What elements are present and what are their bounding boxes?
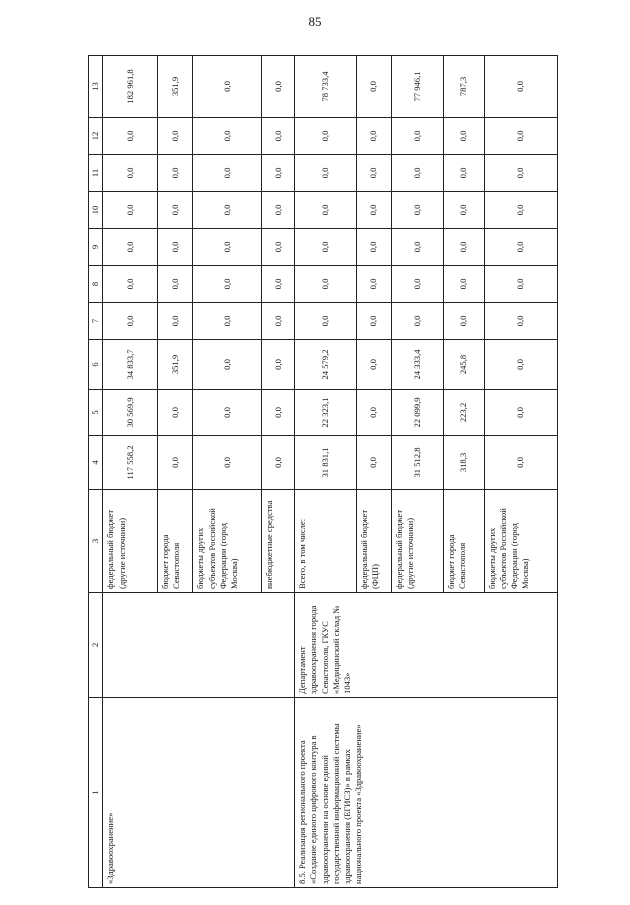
total-value-cell: 182 961,8: [103, 56, 157, 118]
value-cell: 0,0: [356, 155, 392, 192]
value-cell: 0,0: [157, 303, 193, 340]
value-cell: 0,0: [356, 436, 392, 490]
value-cell: 0,0: [193, 266, 262, 303]
value-cell: 351,9: [157, 340, 193, 390]
value-cell: 0,0: [262, 303, 295, 340]
value-cell: 0,0: [103, 229, 157, 266]
value-cell: 0,0: [484, 155, 557, 192]
value-cell: 0,0: [262, 118, 295, 155]
value-cell: 0,0: [193, 229, 262, 266]
value-cell: 0,0: [484, 303, 557, 340]
total-value-cell: 0,0: [193, 56, 262, 118]
value-cell: 0,0: [193, 436, 262, 490]
total-value-cell: 0,0: [356, 56, 392, 118]
value-cell: 22 099,9: [392, 390, 444, 436]
column-number-row: [89, 56, 103, 888]
value-cell: 0,0: [392, 118, 444, 155]
table-body: [103, 56, 558, 888]
total-value-cell: 78 733,4: [295, 56, 357, 118]
column-number: 3: [89, 490, 103, 593]
value-cell: 0,0: [484, 340, 557, 390]
total-value-cell: 787,3: [444, 56, 484, 118]
column-number: 5: [89, 390, 103, 436]
column-number: 4: [89, 436, 103, 490]
value-cell: 0,0: [157, 390, 193, 436]
value-cell: 0,0: [295, 303, 357, 340]
value-cell: 0,0: [103, 155, 157, 192]
value-cell: 24 579,2: [295, 340, 357, 390]
program-name-cell: «Здравоохранение»: [103, 698, 295, 888]
column-number: 11: [89, 155, 103, 192]
value-cell: 0,0: [295, 192, 357, 229]
value-cell: 0,0: [157, 192, 193, 229]
value-cell: 0,0: [484, 390, 557, 436]
value-cell: 0,0: [157, 436, 193, 490]
value-cell: 0,0: [356, 229, 392, 266]
column-number: 7: [89, 303, 103, 340]
value-cell: 0,0: [484, 118, 557, 155]
value-cell: 0,0: [157, 266, 193, 303]
funding-source-cell: бюджеты других субъектов Российской Федерации (город Москва): [193, 490, 262, 593]
column-number: 6: [89, 340, 103, 390]
value-cell: 0,0: [262, 390, 295, 436]
value-cell: 0,0: [444, 118, 484, 155]
value-cell: 0,0: [262, 229, 295, 266]
value-cell: 0,0: [193, 390, 262, 436]
value-cell: 0,0: [392, 155, 444, 192]
column-number: 13: [89, 56, 103, 118]
funding-source-cell: федеральный бюджет (другие источники): [392, 490, 444, 593]
value-cell: 0,0: [295, 155, 357, 192]
value-cell: 0,0: [392, 266, 444, 303]
value-cell: 0,0: [484, 192, 557, 229]
value-cell: 0,0: [103, 303, 157, 340]
value-cell: 0,0: [295, 229, 357, 266]
column-number: 9: [89, 229, 103, 266]
value-cell: 223,2: [444, 390, 484, 436]
value-cell: 0,0: [444, 266, 484, 303]
value-cell: 0,0: [356, 390, 392, 436]
value-cell: 0,0: [356, 118, 392, 155]
value-cell: 0,0: [157, 118, 193, 155]
value-cell: 0,0: [444, 303, 484, 340]
rotated-table-container: [88, 56, 558, 888]
value-cell: 0,0: [193, 192, 262, 229]
column-number: 8: [89, 266, 103, 303]
funding-source-cell: Всего, в том числе:: [295, 490, 357, 593]
value-cell: 0,0: [103, 266, 157, 303]
column-number: 12: [89, 118, 103, 155]
value-cell: 0,0: [262, 340, 295, 390]
table-row: [295, 56, 357, 888]
value-cell: 0,0: [157, 229, 193, 266]
funding-source-cell: бюджет города Севастополя: [444, 490, 484, 593]
funding-source-cell: бюджеты других субъектов Российской Федерации (город Москва): [484, 490, 557, 593]
value-cell: 0,0: [392, 229, 444, 266]
value-cell: 0,0: [484, 436, 557, 490]
value-cell: 0,0: [392, 303, 444, 340]
project-name-cell: 8.5. Реализация регионального проекта «Создание единого цифрового контура в здравоохранении на основе единой государственной информационной системы здравоохранения (ЕГИСЗ)» в рамках национального проекта «Здравоохранение»: [295, 698, 558, 888]
page-number: 85: [308, 14, 322, 29]
column-number: 2: [89, 593, 103, 698]
value-cell: 0,0: [193, 118, 262, 155]
executor-cell-department: Департамент здравоохранения города Севастополя, ГКУС «Медицинский склад № 1043»: [295, 593, 558, 698]
value-cell: 117 558,2: [103, 436, 157, 490]
value-cell: 0,0: [356, 266, 392, 303]
value-cell: 0,0: [193, 340, 262, 390]
value-cell: 0,0: [484, 266, 557, 303]
column-number: 10: [89, 192, 103, 229]
value-cell: 0,0: [356, 340, 392, 390]
funding-source-cell: внебюджетные средства: [262, 490, 295, 593]
total-value-cell: 351,9: [157, 56, 193, 118]
value-cell: 0,0: [157, 155, 193, 192]
value-cell: 0,0: [103, 118, 157, 155]
table-row: [103, 56, 157, 888]
value-cell: 0,0: [193, 155, 262, 192]
value-cell: 0,0: [295, 266, 357, 303]
value-cell: 0,0: [262, 266, 295, 303]
value-cell: 0,0: [262, 155, 295, 192]
value-cell: 31 831,1: [295, 436, 357, 490]
funding-source-cell: федеральный бюджет (ФЦП): [356, 490, 392, 593]
value-cell: 0,0: [484, 229, 557, 266]
value-cell: 24 333,4: [392, 340, 444, 390]
budget-table: [88, 55, 558, 888]
value-cell: 0,0: [356, 303, 392, 340]
value-cell: 0,0: [392, 192, 444, 229]
column-number: 1: [89, 698, 103, 888]
funding-source-cell: федеральный бюджет (другие источники): [103, 490, 157, 593]
funding-source-cell: бюджет города Севастополя: [157, 490, 193, 593]
value-cell: 318,3: [444, 436, 484, 490]
value-cell: 0,0: [262, 436, 295, 490]
value-cell: 34 833,7: [103, 340, 157, 390]
value-cell: 0,0: [193, 303, 262, 340]
executor-cell: [103, 593, 295, 698]
value-cell: 0,0: [356, 192, 392, 229]
value-cell: 0,0: [444, 192, 484, 229]
value-cell: 245,8: [444, 340, 484, 390]
value-cell: 0,0: [262, 192, 295, 229]
value-cell: 30 569,9: [103, 390, 157, 436]
value-cell: 0,0: [103, 192, 157, 229]
total-value-cell: 0,0: [484, 56, 557, 118]
total-value-cell: 77 946,1: [392, 56, 444, 118]
value-cell: 0,0: [444, 229, 484, 266]
value-cell: 0,0: [444, 155, 484, 192]
total-value-cell: 0,0: [262, 56, 295, 118]
value-cell: 22 323,1: [295, 390, 357, 436]
value-cell: 0,0: [295, 118, 357, 155]
value-cell: 31 512,8: [392, 436, 444, 490]
